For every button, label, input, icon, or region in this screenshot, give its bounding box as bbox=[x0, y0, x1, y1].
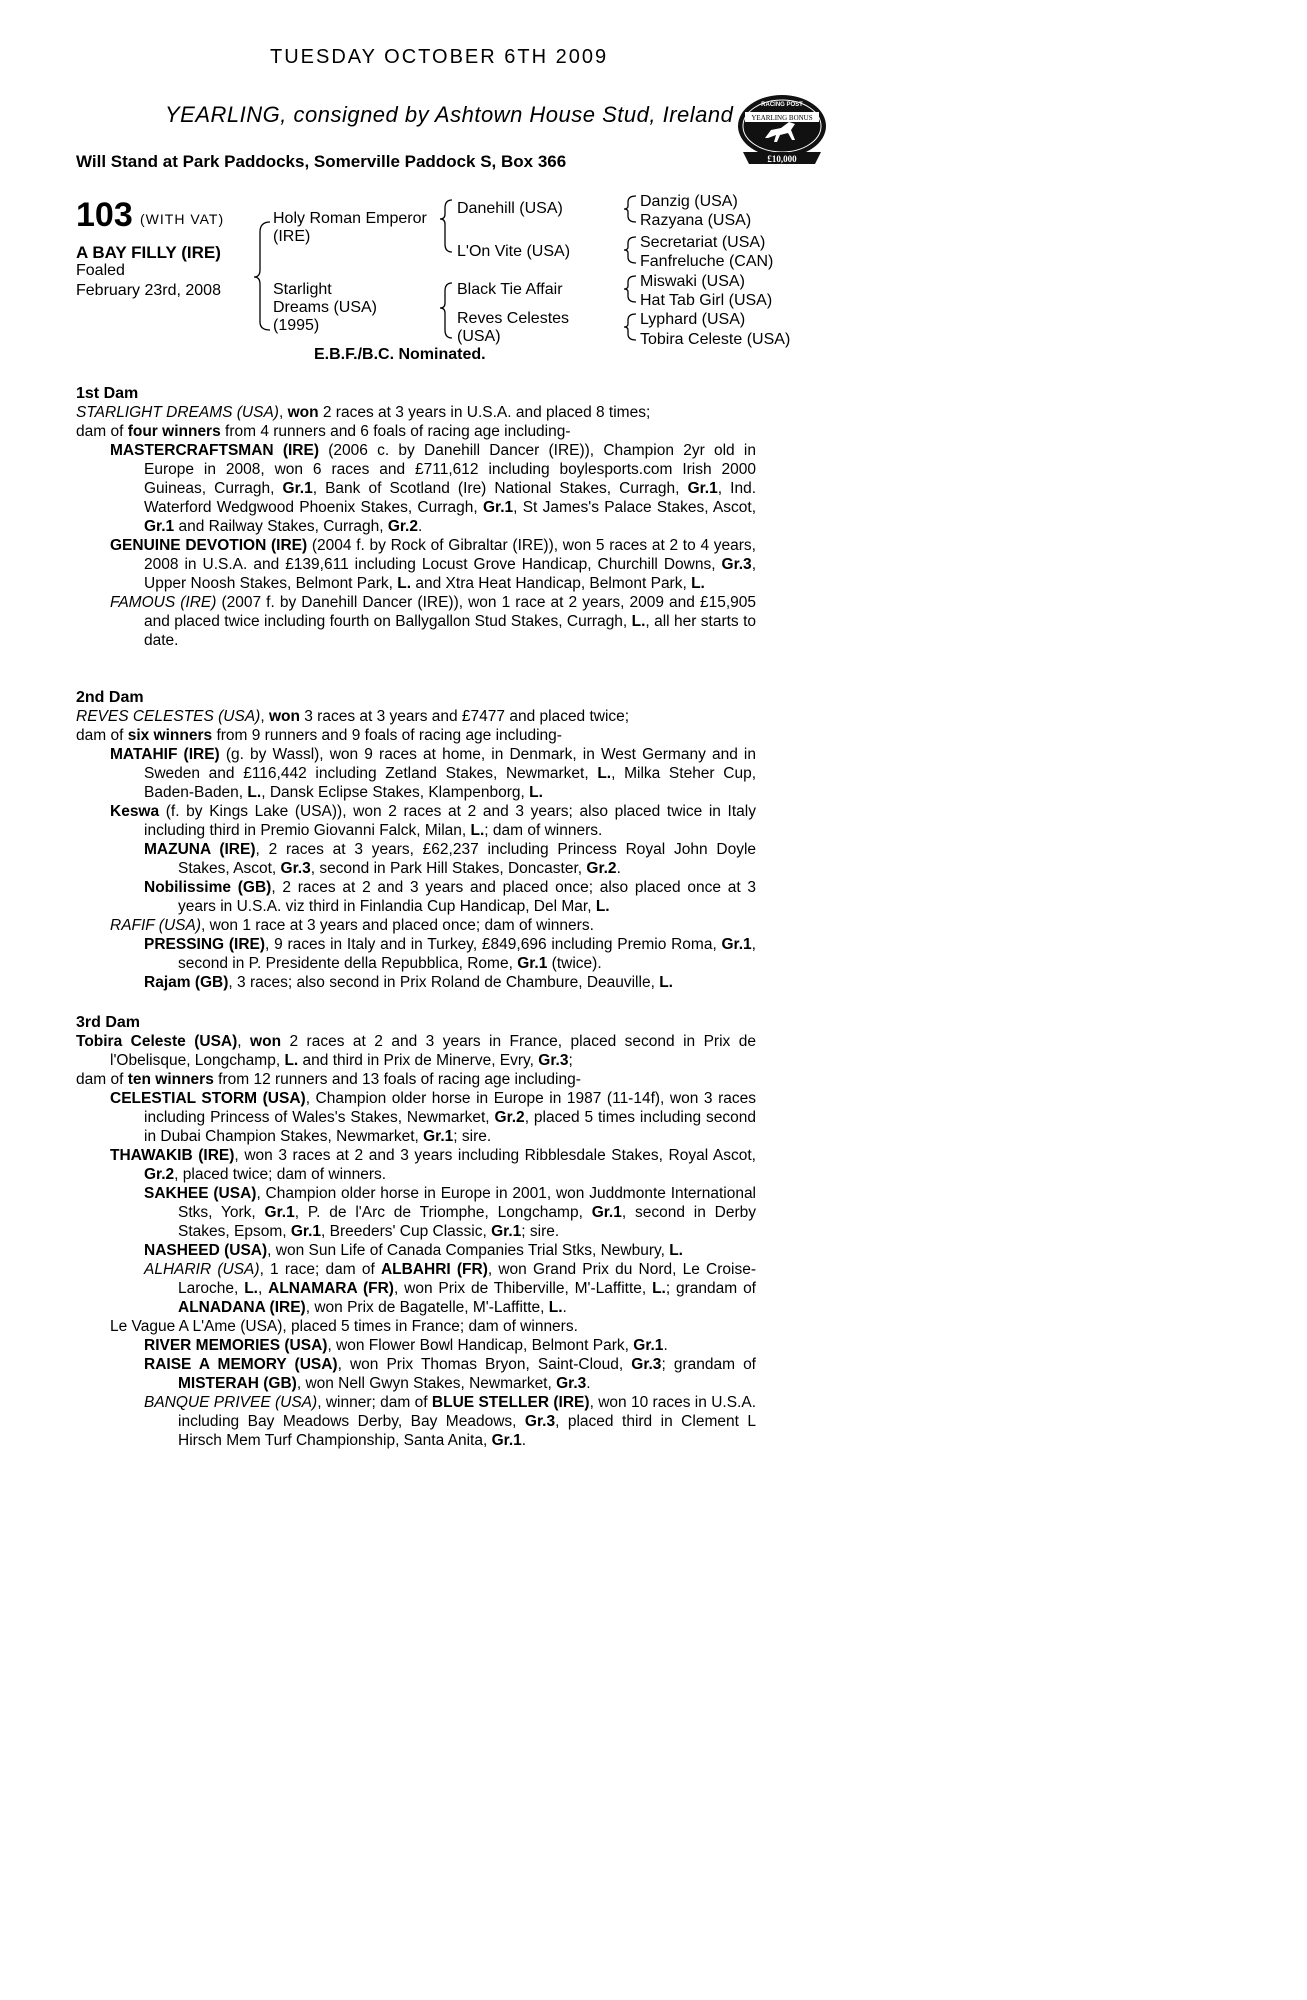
produce-entry: FAMOUS (IRE) (2007 f. by Danehill Dancer (IRE)), won 1 race at 2 years, 2009 and £15,905 and placed twice including fourth on Ballygallon Stud Stakes, Curragh, L., all her starts to date. bbox=[110, 594, 756, 649]
pedigree-sdd: Fanfreluche (CAN) bbox=[640, 253, 774, 270]
nomination-note: E.B.F./B.C. Nominated. bbox=[314, 346, 486, 363]
pedigree-sire: Holy Roman Emperor (IRE) bbox=[273, 210, 427, 245]
svg-text:RACING POST: RACING POST bbox=[761, 102, 803, 108]
stand-location: Will Stand at Park Paddocks, Somerville Paddock S, Box 366 bbox=[76, 152, 567, 171]
produce-entry: SAKHEE (USA), Champion older horse in Europe in 2001, won Juddmonte International Stks, York, Gr.1, P. de l'Arc de Triomphe, Longchamp, Gr.1, second in Derby Stakes, Epsom, Gr.1, Breeders' Cup Classic, Gr.1; sire. bbox=[144, 1185, 757, 1240]
produce-entry: GENUINE DEVOTION (IRE) (2004 f. by Rock of Gibraltar (IRE)), won 5 races at 2 to 4 years, 2008 in U.S.A. and £139,611 including Locust Grove Handicap, Churchill Downs, Gr.3, Upper Noosh Stakes, Belmont Park, L. and Xtra Heat Handicap, Belmont Park, L. bbox=[110, 537, 756, 592]
pedigree-braces bbox=[0, 0, 1307, 400]
svg-text:YEARLING BONUS: YEARLING BONUS bbox=[751, 114, 813, 122]
pedigree-dsd: Hat Tab Girl (USA) bbox=[640, 292, 773, 309]
produce-entry: MATAHIF (IRE) (g. by Wassl), won 9 races at home, in Denmark, in West Germany and in Sweden and £116,442 including Zetland Stakes, Newmarket, L., Milka Steher Cup, Baden-Baden, L., Dansk Eclipse Stakes, Klampenborg, L. bbox=[110, 746, 756, 801]
third-dam-section bbox=[76, 1013, 756, 1450]
third-dam-summary: Tobira Celeste (USA), won 2 races at 2 and 3 years in France, placed second in Prix de l'Obelisque, Longchamp, L. and third in Prix de Minerve, Evry, Gr.3; bbox=[76, 1033, 756, 1069]
produce-entry: RIVER MEMORIES (USA), won Flower Bowl Handicap, Belmont Park, Gr.1. bbox=[144, 1337, 668, 1354]
produce-entry: THAWAKIB (IRE), won 3 races at 2 and 3 years including Ribblesdale Stakes, Royal Ascot, Gr.2, placed twice; dam of winners. bbox=[110, 1147, 756, 1183]
pedigree-dam-dam: Reves Celestes (USA) bbox=[457, 310, 570, 345]
lot-number: 103 bbox=[76, 196, 133, 234]
pedigree-sire-sire: Danehill (USA) bbox=[457, 200, 563, 217]
produce-entry: RAISE A MEMORY (USA), won Prix Thomas Bryon, Saint-Cloud, Gr.3; grandam of MISTERAH (GB), won Nell Gwyn Stakes, Newmarket, Gr.3. bbox=[144, 1356, 756, 1392]
foaled-label: Foaled bbox=[76, 262, 125, 279]
produce-entry: NASHEED (USA), won Sun Life of Canada Companies Trial Stks, Newbury, L. bbox=[144, 1242, 683, 1259]
first-dam-summary: STARLIGHT DREAMS (USA), won 2 races at 3 years in U.S.A. and placed 8 times; bbox=[76, 404, 651, 421]
second-dam-summary: REVES CELESTES (USA), won 3 races at 3 years and £7477 and placed twice; bbox=[76, 708, 630, 725]
svg-text:£10,000: £10,000 bbox=[767, 154, 797, 164]
third-dam-heading: 3rd Dam bbox=[76, 1014, 141, 1031]
produce-entry: Le Vague A L'Ame (USA), placed 5 times in France; dam of winners. bbox=[110, 1318, 578, 1335]
third-dam-produce: dam of ten winners from 12 runners and 13 foals of racing age including- bbox=[76, 1071, 581, 1088]
produce-entry: Keswa (f. by Kings Lake (USA)), won 2 races at 2 and 3 years; also placed twice in Italy including third in Premio Giovanni Falck, Milan, L.; dam of winners. bbox=[110, 803, 756, 839]
pedigree-sss: Danzig (USA) bbox=[640, 193, 738, 210]
vat-note: (WITH VAT) bbox=[140, 211, 225, 227]
produce-entry: PRESSING (IRE), 9 races in Italy and in Turkey, £849,696 including Premio Roma, Gr.1, second in P. Presidente della Repubblica, Rome, Gr.1 (twice). bbox=[144, 936, 756, 972]
produce-entry: Nobilissime (GB), 2 races at 2 and 3 years and placed once; also placed once at 3 years in U.S.A. viz third in Finlandia Cup Handicap, Del Mar, L. bbox=[144, 879, 756, 915]
produce-entry: MAZUNA (IRE), 2 races at 3 years, £62,237 including Princess Royal John Doyle Stakes, Ascot, Gr.3, second in Park Hill Stakes, Doncaster, Gr.2. bbox=[144, 841, 757, 877]
consignment-line: YEARLING, consigned by Ashtown House Stud, Ireland bbox=[165, 102, 734, 127]
first-dam-section bbox=[76, 384, 756, 650]
second-dam-produce: dam of six winners from 9 runners and 9 foals of racing age including- bbox=[76, 727, 562, 744]
second-dam-heading: 2nd Dam bbox=[76, 689, 144, 706]
pedigree-ssd: Razyana (USA) bbox=[640, 212, 752, 229]
pedigree-sire-dam: L'On Vite (USA) bbox=[457, 243, 571, 260]
pedigree-ddd: Tobira Celeste (USA) bbox=[640, 331, 791, 348]
produce-entry: RAFIF (USA), won 1 race at 3 years and placed once; dam of winners. bbox=[110, 917, 594, 934]
first-dam-produce: dam of four winners from 4 runners and 6 foals of racing age including- bbox=[76, 423, 571, 440]
produce-entry: CELESTIAL STORM (USA), Champion older horse in Europe in 1987 (11-14f), won 3 races including Princess of Wales's Stakes, Newmarket, Gr.2, placed 5 times including second in Dubai Champion Stakes, Newmarket, Gr.1; sire. bbox=[110, 1090, 756, 1145]
produce-entry: MASTERCRAFTSMAN (IRE) (2006 c. by Danehill Dancer (IRE)), Champion 2yr old in Europe in 2008, won 6 races and £711,612 including boylesports.com Irish 2000 Guineas, Curragh, Gr.1, Bank of Scotland (Ire) National Stakes, Curragh, Gr.1, Ind. Waterford Wedgwood Phoenix Stakes, Curragh, Gr.1, St James's Palace Stakes, Ascot, Gr.1 and Railway Stakes, Curragh, Gr.2. bbox=[110, 442, 756, 535]
produce-entry: Rajam (GB), 3 races; also second in Prix Roland de Chambure, Deauville, L. bbox=[144, 974, 673, 991]
produce-entry: ALHARIR (USA), 1 race; dam of ALBAHRI (FR), won Grand Prix du Nord, Le Croise-Laroche, L., ALNAMARA (FR), won Prix de Thiberville, M'-Laffitte, L.; grandam of ALNADANA (IRE), won Prix de Bagatelle, M'-Laffitte, L.. bbox=[144, 1261, 757, 1316]
pedigree-dam: Starlight Dreams (USA) (1995) bbox=[273, 281, 378, 334]
pedigree-dam-sire: Black Tie Affair bbox=[457, 281, 563, 298]
pedigree-sds: Secretariat (USA) bbox=[640, 234, 766, 251]
pedigree-dds: Lyphard (USA) bbox=[640, 311, 746, 328]
produce-entry: BANQUE PRIVEE (USA), winner; dam of BLUE STELLER (IRE), won 10 races in U.S.A. including Bay Meadows Derby, Bay Meadows, Gr.3, placed third in Clement L Hirsch Mem Turf Championship, Santa Anita, Gr.1. bbox=[144, 1394, 756, 1449]
first-dam-heading: 1st Dam bbox=[76, 385, 139, 402]
sale-date: TUESDAY OCTOBER 6TH 2009 bbox=[270, 46, 609, 68]
second-dam-section bbox=[76, 688, 756, 992]
pedigree-dss: Miswaki (USA) bbox=[640, 273, 745, 290]
horse-name: A BAY FILLY (IRE) bbox=[76, 243, 221, 262]
foaled-date: February 23rd, 2008 bbox=[76, 282, 221, 299]
